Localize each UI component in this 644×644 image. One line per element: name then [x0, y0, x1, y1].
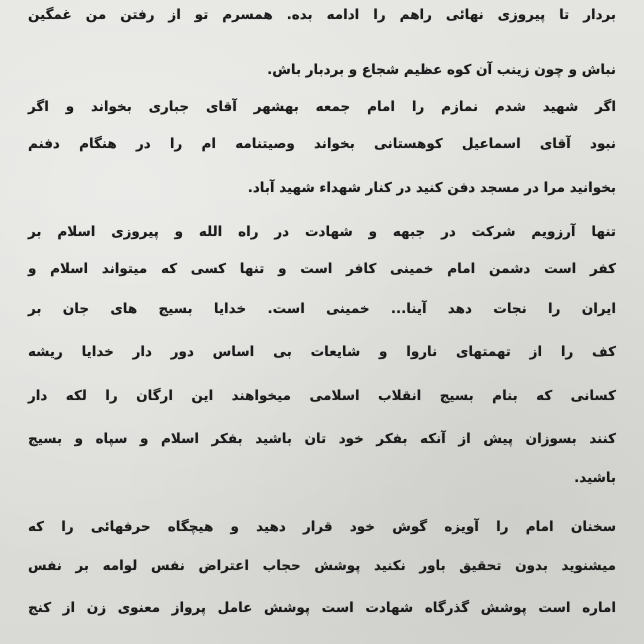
text-line-1: بردار تا پیروزی نهائی راهم را ادامه بده. همسرم تو از رفتن من غمگین — [28, 7, 616, 23]
text-line-10: کسانی که بنام بسیج انقلاب اسلامی میخواهند این ارگان را لکه دار — [28, 388, 616, 404]
text-line-4: نبود آقای اسماعیل کوهستانی بخواند وصیتنامه ام را در هنگام دفنم — [28, 136, 616, 152]
text-line-9: کف را از تهمتهای ناروا و شایعات بی اساس دور دار خدایا ریشه — [28, 344, 616, 360]
text-line-3: اگر شهید شدم نمازم را امام جمعه بهشهر آقای جباری بخواند و اگر — [28, 99, 616, 115]
text-line-8: ایران را نجات دهد آینا... خمینی است. خدایا بسیج های جان بر — [28, 301, 616, 317]
text-line-2: نباش و چون زینب آن کوه عظیم شجاع و بردبار باش. — [267, 62, 616, 78]
text-line-13: سخنان امام را آویزه گوش خود قرار دهید و هیچگاه حرفهائی را که — [28, 519, 616, 535]
text-line-12: باشید. — [574, 470, 616, 486]
text-line-11: کنند بسوزان پیش از آنکه بفکر خود تان باشید بفکر اسلام و سپاه و بسیج — [28, 431, 616, 447]
text-line-15: اماره است پوشش گذرگاه شهادت است پوشش عامل پرواز معنوی زن از کنج — [28, 600, 616, 616]
text-line-6: تنها آرزویم شرکت در جبهه و شهادت در راه الله و پیروزی اسلام بر — [28, 224, 616, 240]
text-line-5: بخوانید مرا در مسجد دفن کنید در کنار شهداء شهید آباد. — [247, 180, 616, 196]
text-line-14: میشنوید بدون تحقیق باور نکنید پوشش حجاب اعتراض نفس لوامه بر نفس — [28, 558, 616, 574]
text-line-7: کفر است دشمن امام خمینی کافر است و تنها کسی که میتواند اسلام و — [28, 261, 616, 277]
